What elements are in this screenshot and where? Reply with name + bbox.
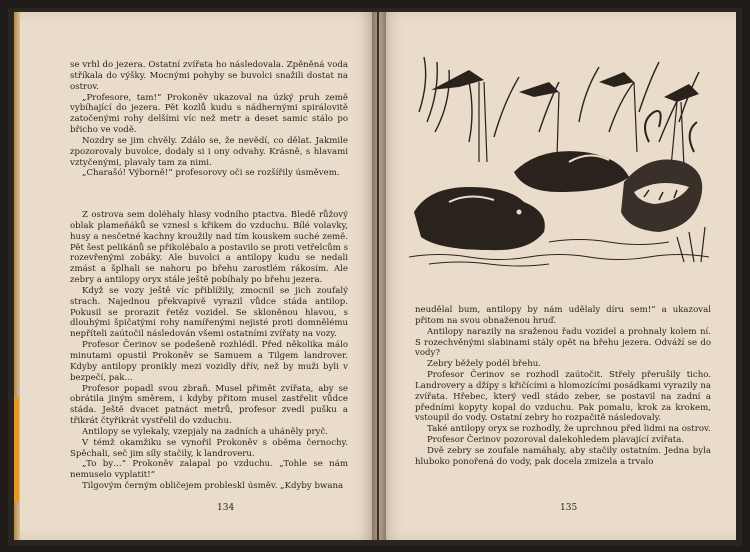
page-number-left: 134 <box>217 503 235 513</box>
paragraph: Nozdry se jim chvěly. Zdálo se, že nevědí, co dělat. Jakmile zpozorovaly buvolce, dodaly si i ony odvahy. Krásně, s hlavami vztyčenými, plavaly tam za nimi. <box>70 135 348 168</box>
paragraph: „Profesore, tam!“ Prokoněv ukazoval na úzký pruh země vybíhající do jezera. Pět kozlů kudu s nádhernými spirálovitě zatočenými rohy delšími víc než metr a deset samic stálo po břicho ve vodě. <box>70 92 348 136</box>
paragraph: Profesor Čerinov pozoroval dalekohledem plavající zvířata. <box>427 435 685 446</box>
paragraph: Profesor Čerinov se rozhodl zaútočit. Střely přerušily ticho. Landrovery a džípy s křičícími a hlomozícími posádkami vyrazily na zvířata. Hřebec, který vedl stádo zeber, se postavil na zadní a předními kopyty kopal do vzduchu. Pak pomalu, krok za krokem, vstoupil do vody. Ostatní zebry ho rozpačitě následovaly. <box>415 370 711 424</box>
paragraph: Tilgovým černým obličejem probleskl úsměv. „Kdyby bwana <box>82 481 344 492</box>
left-text-top <box>70 60 348 179</box>
open-book <box>8 8 742 546</box>
paragraph: V témž okamžiku se vynořil Prokoněv s oběma černochy. Spěchali, seč jim síly stačily, k landroveru. <box>70 437 348 459</box>
paragraph: „To by…“ Prokoněv zalapal po vzduchu. „Tohle se nám nemuselo vyplatit!“ <box>70 459 348 481</box>
paragraph: „Charašó! Výborně!“ profesorovy oči se rozšířily úsměvem. <box>82 168 340 179</box>
left-text-bottom <box>70 210 348 492</box>
paragraph: se vrhl do jezera. Ostatní zvířata ho následovala. Zpěněná voda stříkala do výšky. Mocnými pohyby se buvolci snažili dostat na ostrov. <box>70 60 348 92</box>
paragraph: Když se vozy ještě víc přiblížily, zmocnil se jich zoufalý strach. Najednou překvapivě vyrazil vůdce stáda antilop. Pokusil se prorazit řetěz vozidel. Se skloněnou hlavou, s dlouhými špičatými rohy namířenými nejisté proti domnělému nepříteli zaútočil následován všemi ostatními zvířaty na vozy. <box>70 285 348 340</box>
paragraph: Antilopy se vylekaly, vzepjaly na zadních a uháněly pryč. <box>82 426 328 437</box>
paragraph: neudělal bum, antilopy by nám udělaly díru sem!“ a ukazoval přitom na svou obnaženou hruď. <box>415 305 711 326</box>
paragraph: Profesor Čerinov se podešeně rozhlédl. Před několika málo minutami opustil Prokoněv se Samuem a Tilgem landrover. Kdyby antilopy pronikly mezi vozidly dřív, než by muži byli v bezpečí, pak… <box>70 340 348 383</box>
paragraph: Dvě zebry se zoufale namáhaly, aby stačily ostatním. Jedna byla hluboko ponořená do vody, pak docela zmizela a trvalo <box>415 445 711 467</box>
left-page <box>14 12 377 540</box>
paragraph: Také antilopy oryx se rozhodly, že uprchnou před lidmi na ostrov. <box>427 424 711 435</box>
right-text <box>415 305 711 468</box>
page-number-right: 135 <box>560 503 578 513</box>
bookmark-ribbon <box>14 397 19 502</box>
hippo-and-flamingo-illustration <box>409 52 709 267</box>
paragraph: Antilopy narazily na sraženou řadu vozidel a prohnaly kolem ní. S rozechvěnými slabinami stály opět na břehu jezera. Odváží se do vody? <box>415 326 711 359</box>
paragraph: Profesor popadl svou zbraň. Musel přimět zvířata, aby se obrátila jiným směrem, i kdyby přitom musel zastřelit vůdce stáda. Ještě dvacet patnáct metrů, profesor zvedl pušku a třikrát čtyřikrát vystřelil do vzduchu. <box>70 383 348 427</box>
paragraph: Zebry běžely podél břehu. <box>427 359 542 370</box>
paragraph: Z ostrova sem doléhaly hlasy vodního ptactva. Bledě růžový oblak plameňáků se vznesl s křikem do vzduchu. Bílé volavky, husy a nesčetné kachny kroužily nad tím kouskem suché země. Pět šest pelikánů se přikolébalo a postavilo se proti vetřelcům s rozevřenými zobáky. Ale buvolci a antilopy kudu se nedali zmást a šplhali se nahoru po břehu zarostlém rákosím. Ale zebry a antilopy oryx stále ještě pobíhaly po břehu jezera. <box>70 210 348 286</box>
book-spine <box>372 12 386 540</box>
right-page <box>379 12 736 540</box>
